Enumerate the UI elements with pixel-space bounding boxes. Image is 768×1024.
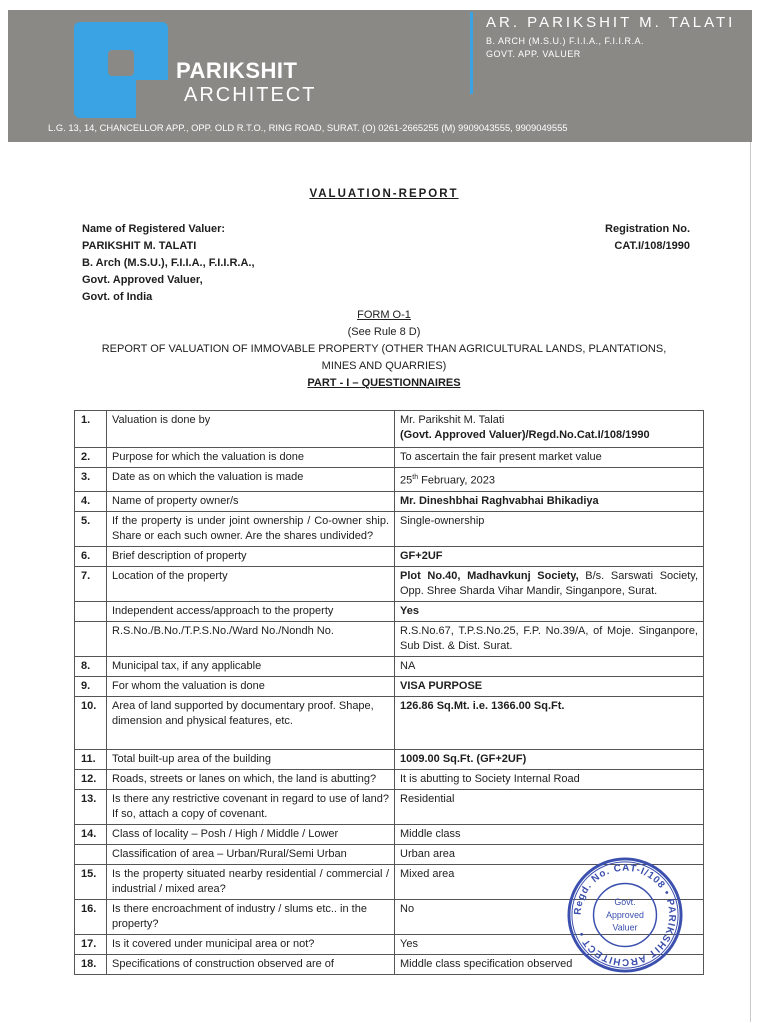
row-number: 8. (75, 656, 107, 676)
answer: VISA PURPOSE (395, 676, 704, 696)
question: Total built-up area of the building (107, 749, 395, 769)
valuer-line: Govt. of India (82, 291, 153, 303)
row-number: 10. (75, 696, 107, 749)
table-row (75, 511, 704, 546)
registration-number: CAT.I/108/1990 (614, 240, 690, 252)
table-row (75, 696, 704, 749)
question: Date as on which the valuation is made (107, 468, 395, 492)
question: Is there any restrictive covenant in regard to use of land? If so, attach a copy of covenant. (107, 789, 395, 824)
row-number (75, 844, 107, 864)
question: Is there encroachment of industry / slums etc.. in the property? (107, 899, 395, 934)
table-row (75, 824, 704, 844)
question: Area of land supported by documentary proof. Shape, dimension and physical features, etc. (107, 696, 395, 749)
report-subtitle: MINES AND QUARRIES) (321, 360, 447, 372)
row-number (75, 601, 107, 621)
header-divider (470, 12, 473, 94)
row-number: 6. (75, 546, 107, 566)
answer: Mr. Dineshbhai Raghvabhai Bhikadiya (395, 491, 704, 511)
table-row (75, 621, 704, 656)
report-title: VALUATION-REPORT (309, 188, 459, 200)
answer: 25th February, 2023 (395, 468, 704, 492)
table-row (75, 491, 704, 511)
table-row (75, 546, 704, 566)
answer: Middle class (395, 824, 704, 844)
page-edge (750, 142, 751, 1022)
answer: Plot No.40, Madhavkunj Society, B/s. Sarswati Society, Opp. Shree Sharda Vihar Mandir, Singanpore, Surat. (395, 566, 704, 601)
answer: 126.86 Sq.Mt. i.e. 1366.00 Sq.Ft. (395, 696, 704, 749)
row-number (75, 621, 107, 656)
row-number: 14. (75, 824, 107, 844)
table-row (75, 749, 704, 769)
answer: GF+2UF (395, 546, 704, 566)
row-number: 17. (75, 934, 107, 954)
table-row (75, 676, 704, 696)
table-row (75, 656, 704, 676)
answer: To ascertain the fair present market value (395, 448, 704, 468)
row-number: 4. (75, 491, 107, 511)
question: Specifications of construction observed are of (107, 954, 395, 974)
answer: It is abutting to Society Internal Road (395, 769, 704, 789)
seal-text: Approved (606, 909, 644, 920)
row-number: 15. (75, 864, 107, 899)
seal-ring-text: Regd. No. CAT-I/108 • PARIKSHIT ARCHITECT • (572, 862, 678, 968)
seal-text: Valuer (612, 922, 638, 933)
question: Location of the property (107, 566, 395, 601)
answer: Middle class specification observed (395, 954, 704, 974)
question: Valuation is done by (107, 411, 395, 448)
valuer-line: Govt. Approved Valuer, (82, 274, 203, 286)
seal-text: Govt. (614, 897, 636, 908)
row-number: 16. (75, 899, 107, 934)
row-number: 5. (75, 511, 107, 546)
answer: Yes (395, 934, 704, 954)
question: R.S.No./B.No./T.P.S.No./Ward No./Nondh No. (107, 621, 395, 656)
answer: Yes (395, 601, 704, 621)
question: Brief description of property (107, 546, 395, 566)
question: Classification of area – Urban/Rural/Semi Urban (107, 844, 395, 864)
row-number: 3. (75, 468, 107, 492)
table-row (75, 411, 704, 448)
question: Is it covered under municipal area or not? (107, 934, 395, 954)
brand-subtitle: ARCHITECT (184, 84, 317, 106)
architect-name: AR. PARIKSHIT M. TALATI (486, 14, 736, 31)
question: Independent access/approach to the property (107, 601, 395, 621)
registration-heading: Registration No. (605, 223, 690, 235)
answer: Mr. Parikshit M. Talati (Govt. Approved Valuer)/Regd.No.Cat.I/108/1990 (395, 411, 704, 448)
row-number: 9. (75, 676, 107, 696)
answer: Mixed area (395, 864, 704, 899)
valuer-heading: Name of Registered Valuer: (82, 223, 226, 235)
question: For whom the valuation is done (107, 676, 395, 696)
valuer-seal-icon (566, 856, 684, 974)
row-number: 12. (75, 769, 107, 789)
letterhead (8, 10, 752, 142)
row-number: 11. (75, 749, 107, 769)
designation: GOVT. APP. VALUER (486, 49, 581, 59)
row-number: 18. (75, 954, 107, 974)
question: Name of property owner/s (107, 491, 395, 511)
form-number: FORM O-1 (357, 309, 411, 321)
table-row (75, 789, 704, 824)
table-row (75, 566, 704, 601)
answer: Urban area (395, 844, 704, 864)
address-line: L.G. 13, 14, CHANCELLOR APP., OPP. OLD R.T.O., RING ROAD, SURAT. (O) 0261-2665255 (M) 9909043555, 9909049555 (48, 122, 568, 133)
answer: NA (395, 656, 704, 676)
question: Purpose for which the valuation is done (107, 448, 395, 468)
row-number: 2. (75, 448, 107, 468)
answer: 1009.00 Sq.Ft. (GF+2UF) (395, 749, 704, 769)
answer: No (395, 899, 704, 934)
answer: Single-ownership (395, 511, 704, 546)
question: Class of locality – Posh / High / Middle / Lower (107, 824, 395, 844)
table-row (75, 468, 704, 492)
row-number: 13. (75, 789, 107, 824)
question: Is the property situated nearby residential / commercial / industrial / mixed area? (107, 864, 395, 899)
valuer-line: B. Arch (M.S.U.), F.I.I.A., F.I.I.R.A., (82, 257, 255, 269)
table-row (75, 769, 704, 789)
table-row (75, 448, 704, 468)
row-number: 1. (75, 411, 107, 448)
question: Roads, streets or lanes on which, the land is abutting? (107, 769, 395, 789)
valuer-line: PARIKSHIT M. TALATI (82, 240, 197, 252)
rule-reference: (See Rule 8 D) (347, 326, 421, 338)
table-row (75, 601, 704, 621)
question: Municipal tax, if any applicable (107, 656, 395, 676)
answer: Residential (395, 789, 704, 824)
answer: R.S.No.67, T.P.S.No.25, F.P. No.39/A, of Moje. Singanpore, Sub Dist. & Dist. Surat. (395, 621, 704, 656)
part-heading: PART - I – QUESTIONNAIRES (307, 377, 461, 389)
qualification: B. ARCH (M.S.U.) F.I.I.A., F.I.I.R.A. (486, 36, 645, 46)
row-number: 7. (75, 566, 107, 601)
brand-name: PARIKSHIT (176, 58, 298, 83)
question: If the property is under joint ownership / Co-owner ship. Share or each such owner. Are the shares undivided? (107, 511, 395, 546)
report-subtitle: REPORT OF VALUATION OF IMMOVABLE PROPERTY (OTHER THAN AGRICULTURAL LANDS, PLANTATIONS, (101, 343, 667, 355)
